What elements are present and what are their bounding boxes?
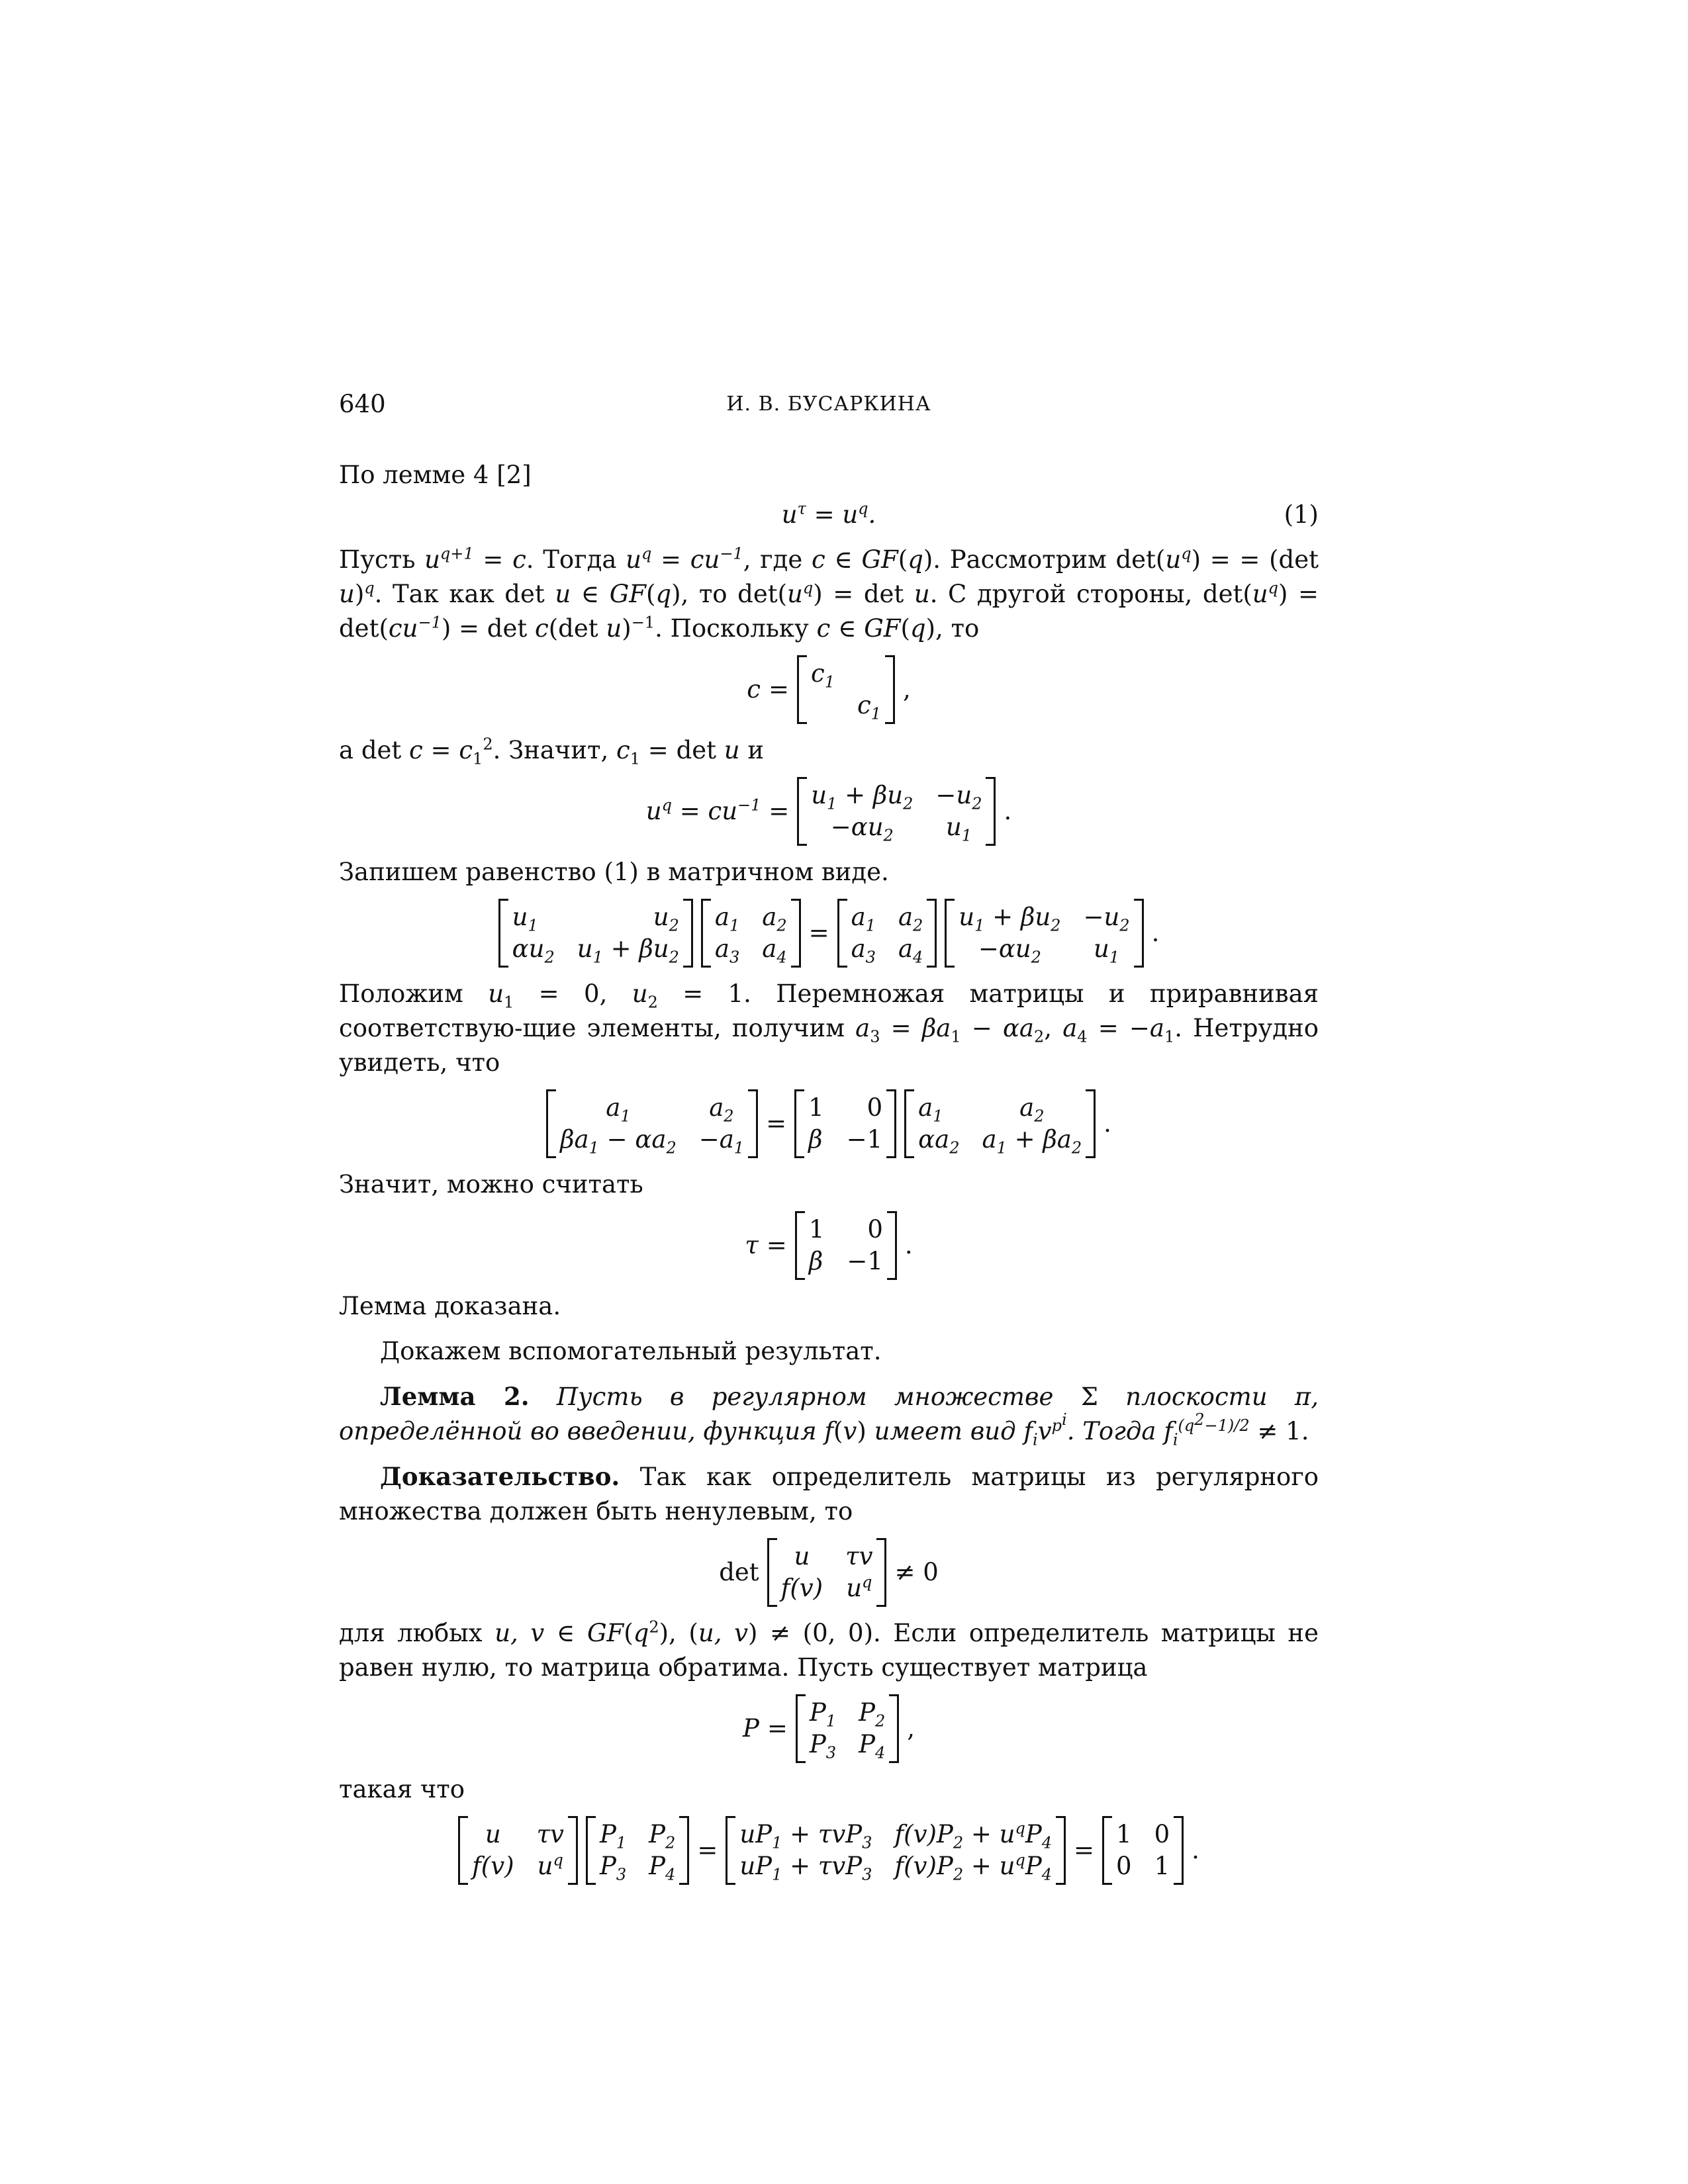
equation-p-matrix: P = $P_1$ $P_2$ $P_3$ $P_4$ , — [339, 1694, 1319, 1763]
paragraph-invertible: для любых u, v ∈ $GF(q^2)$, (u, v) ≠ (0, 0). Если определитель матрицы не равен нулю, то матрица обратима. Пусть существует матрица — [339, 1617, 1319, 1682]
equation-matrix-equality: $u_1$ $u_2$ $\alpha u_2$ $u_1 + \beta u_2$ $a_1$ $a_2$ $a_3$ $a_4$ = $a_1$ $a_2$ $a_3$ $a_4$ $u_1 + \beta u_2$ $-u_2$ $-\alpha u_2$ $u_1$ . — [339, 899, 1319, 968]
equation-number: (1) — [1284, 500, 1319, 529]
lemma-2: Лемма 2. Пусть в регулярном множестве Σ плоскости π, определённой во введении, функция f(v) имеет вид $f_iv^{p^i}$. Тогда $f_i^{(q^2-1)/2} \ne 1$. — [339, 1382, 1319, 1449]
paragraph-lemma-ref: По лемме 4 [2] — [339, 461, 532, 489]
running-head: И. В. БУСАРКИНА — [726, 392, 931, 416]
page — [339, 387, 1319, 1894]
equation-factorization: $a_1$ $a_2$ $\beta a_1 - \alpha a_2$ $-a_1$ = 1 0 β −1 $a_1$ $a_2$ $\alpha a_2$ $a_1 + \beta a_2$ . — [339, 1089, 1319, 1158]
equation-1: $u^\tau = u^q$. (1) — [339, 498, 1319, 532]
equation-uq: $u^q = cu^{-1}$ = $u_1 + \beta u_2$ $-u_2$ $-\alpha u_2$ $u_1$ . — [339, 777, 1319, 846]
equation-inverse: u τv f(v) $u^q$ $P_1$ $P_2$ $P_3$ $P_4$ = $uP_1 + \tau vP_3$ $f(v)P_2 + u^qP_4$ $uP_1 + \tau vP_3$ $f(v)P_2 + u^qP_4$ = 1 0 0 1 . — [339, 1816, 1319, 1885]
equation-c-matrix: c = $c_1$ $c_1$ , — [339, 655, 1319, 724]
proof-label: Доказательство. — [380, 1462, 620, 1491]
equation-det-nonzero: det u τv f(v) $u^q$ ≠ 0 — [339, 1538, 1319, 1607]
paragraph-det-c: а $\det c = c_1^2$. Значит, $c_1 = \det u$ и — [339, 735, 765, 768]
paragraph-lemma-proved: Лемма доказана. — [339, 1292, 561, 1320]
paragraph-det: Пусть $u^{q+1} = c$. Тогда $u^q = cu^{-1}$, где c ∈ GF(q). Рассмотрим $\det(u^q)$ = = (det u)$^q$. Так как det u ∈ GF(q), то $\det(u^q) = \det u$. С другой стороны, $\det(u^q) = \det(cu^{-1}) = \det c(\det$ u)$^{-1}$. Поскольку c ∈ GF(q), то — [339, 544, 1319, 643]
paragraph-so: Значит, можно считать — [339, 1170, 643, 1199]
page-number: 640 — [339, 390, 386, 418]
lemma-label: Лемма 2. — [380, 1382, 530, 1411]
page-header — [339, 387, 1319, 422]
paragraph-auxiliary: Докажем вспомогательный результат. — [380, 1337, 882, 1365]
paragraph-substitution: Положим $u_1 = 0$, $u_2 = 1$. Перемножая матрицы и приравнивая соответствую-щие элементы, получим $a_3 = \beta a_1 - \alpha a_2$, $a_4 = -a_1$. Нетрудно увидеть, что — [339, 979, 1319, 1077]
paragraph-matrix-form: Запишем равенство (1) в матричном виде. — [339, 858, 889, 886]
equation-tau: τ = 1 0 β −1 . — [339, 1211, 1319, 1280]
paragraph-such-that: такая что — [339, 1775, 465, 1803]
proof: Доказательство. Так как определитель матрицы из регулярного множества должен быть ненулевым, то — [339, 1462, 1319, 1525]
